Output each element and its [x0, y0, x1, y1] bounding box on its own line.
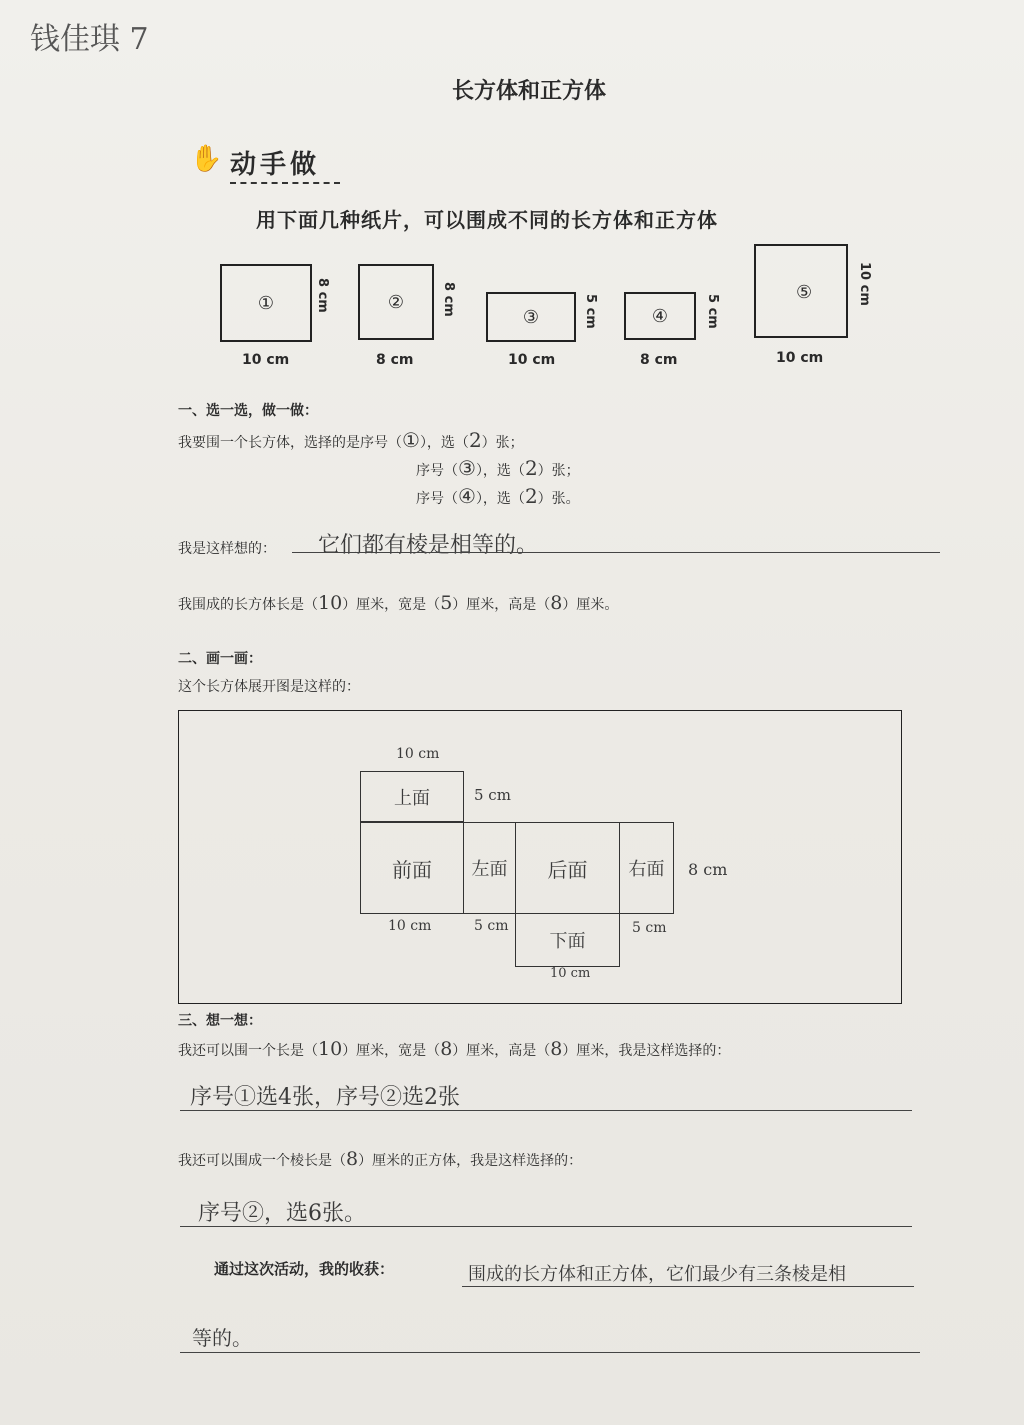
part1-heading: 一、选一选，做一做：	[178, 403, 318, 419]
q1-underline	[180, 1110, 912, 1111]
row3-end: ）张。	[537, 491, 580, 507]
label-height: 8 cm	[688, 860, 728, 879]
dims-height-answer: 8	[550, 592, 563, 614]
row2-end: ）张；	[537, 463, 580, 479]
label-bottom-width: 10 cm	[550, 966, 591, 981]
q1-mid2: ）厘米，高是（	[452, 1043, 551, 1059]
hands-on-icon: ✋	[190, 144, 223, 174]
label-top-width: 10 cm	[396, 746, 440, 762]
q1-width-answer: 8	[440, 1038, 453, 1060]
heading-underline	[230, 182, 340, 184]
part1-row1	[178, 428, 524, 452]
face-left	[463, 822, 516, 914]
q1-length-answer: 10	[318, 1038, 343, 1060]
q1-end: ）厘米，我是这样选择的：	[562, 1043, 731, 1059]
gain-underline-2	[180, 1352, 920, 1353]
reason-label: 我是这样想的：	[178, 541, 276, 557]
row1-prefix: 我要围一个长方体，选择的是序号（	[178, 435, 402, 451]
dims-prefix: 我围成的长方体长是（	[178, 597, 318, 613]
gain-answer-line2: 等的。	[192, 1326, 252, 1350]
dims-end: ）厘米。	[562, 597, 619, 613]
face-top-label: 上面	[394, 787, 430, 809]
row1-mid: ），选（	[419, 435, 469, 451]
part3-heading: 三、想一想：	[178, 1013, 262, 1029]
row3-count-answer: 2	[524, 484, 538, 508]
section-heading	[190, 138, 350, 186]
section-heading-text: 动手做	[230, 150, 321, 180]
q1-answer: 序号①选4张，序号②选2张	[190, 1085, 460, 1110]
q2-prefix: 我还可以围成一个棱长是（	[178, 1153, 346, 1169]
row2-mid: ），选（	[475, 463, 525, 479]
face-top	[360, 771, 464, 822]
q2-answer: 序号②，选6张。	[198, 1201, 366, 1226]
label-front-width: 10 cm	[388, 918, 432, 934]
gain-underline-1	[462, 1286, 914, 1287]
card-1-width: 10 cm	[242, 352, 290, 368]
face-left-label: 左面	[471, 859, 508, 880]
label-right-width: 5 cm	[632, 920, 667, 936]
face-bottom-label: 下面	[549, 931, 586, 952]
row1-count-answer: 2	[468, 428, 482, 452]
reason-answer: 它们都有棱是相等的。	[318, 533, 539, 558]
page-title: 长方体和正方体	[452, 79, 607, 104]
card-3-width: 10 cm	[508, 352, 556, 368]
q2-underline	[180, 1226, 912, 1227]
card-4-number: ④	[651, 305, 669, 327]
part3-q1	[178, 1038, 730, 1060]
dims-mid1: ）厘米，宽是（	[342, 597, 441, 613]
row2-count-answer: 2	[524, 456, 538, 480]
card-1-height: 8 cm	[315, 278, 330, 313]
face-bottom	[515, 913, 620, 967]
part1-row3	[416, 484, 580, 508]
face-right-label: 右面	[628, 859, 665, 880]
card-5-number: ⑤	[796, 282, 813, 303]
card-3-height: 5 cm	[583, 294, 598, 329]
part3-q2	[178, 1148, 582, 1170]
card-3-number: ③	[522, 306, 540, 328]
gain-label: 通过这次活动，我的收获：	[214, 1260, 395, 1278]
row2-number-answer: ③	[458, 456, 476, 480]
card-4-shape	[624, 292, 696, 340]
part2-subtitle: 这个长方体展开图是这样的：	[178, 679, 360, 695]
label-left-width: 5 cm	[474, 918, 509, 934]
dims-sentence	[178, 592, 618, 614]
card-4-height: 5 cm	[705, 294, 720, 329]
card-1-number: ①	[257, 292, 275, 314]
card-4-width: 8 cm	[640, 352, 678, 368]
dims-length-answer: 10	[318, 592, 343, 614]
face-front	[360, 822, 464, 914]
q2-end: ）厘米的正方体，我是这样选择的：	[358, 1153, 583, 1169]
row1-number-answer: ①	[402, 428, 420, 452]
row3-number-answer: ④	[458, 484, 476, 508]
row3-mid: ），选（	[475, 491, 525, 507]
card-5-width: 10 cm	[776, 350, 824, 366]
label-top-height: 5 cm	[474, 786, 511, 804]
intro-text: 用下面几种纸片，可以围成不同的长方体和正方体	[256, 208, 718, 232]
card-2-height: 8 cm	[441, 282, 456, 317]
dims-mid2: ）厘米，高是（	[452, 597, 551, 613]
part2-heading: 二、画一画：	[178, 651, 262, 667]
row1-end: ）张；	[481, 435, 524, 451]
row2-prefix: 序号（	[416, 463, 458, 479]
q1-mid1: ）厘米，宽是（	[342, 1043, 441, 1059]
face-back-label: 后面	[547, 857, 588, 882]
part1-row2	[416, 456, 580, 480]
card-5-shape	[754, 244, 848, 338]
dims-width-answer: 5	[440, 592, 453, 614]
face-right	[619, 822, 674, 914]
row3-prefix: 序号（	[416, 491, 458, 507]
card-2-number: ②	[387, 291, 405, 313]
card-2-width: 8 cm	[376, 352, 414, 368]
q1-prefix: 我还可以围一个长是（	[178, 1043, 318, 1059]
face-back	[515, 822, 620, 914]
card-3-shape	[486, 292, 576, 342]
gain-answer-line1: 围成的长方体和正方体，它们最少有三条棱是相	[468, 1264, 846, 1285]
reason-underline	[292, 552, 940, 553]
student-name: 钱佳琪 7	[30, 22, 149, 57]
card-1-shape	[220, 264, 312, 342]
q2-edge-answer: 8	[346, 1148, 359, 1170]
q1-height-answer: 8	[550, 1038, 563, 1060]
face-front-label: 前面	[392, 857, 432, 882]
card-2-shape	[358, 264, 434, 340]
card-5-height: 10 cm	[857, 262, 872, 306]
